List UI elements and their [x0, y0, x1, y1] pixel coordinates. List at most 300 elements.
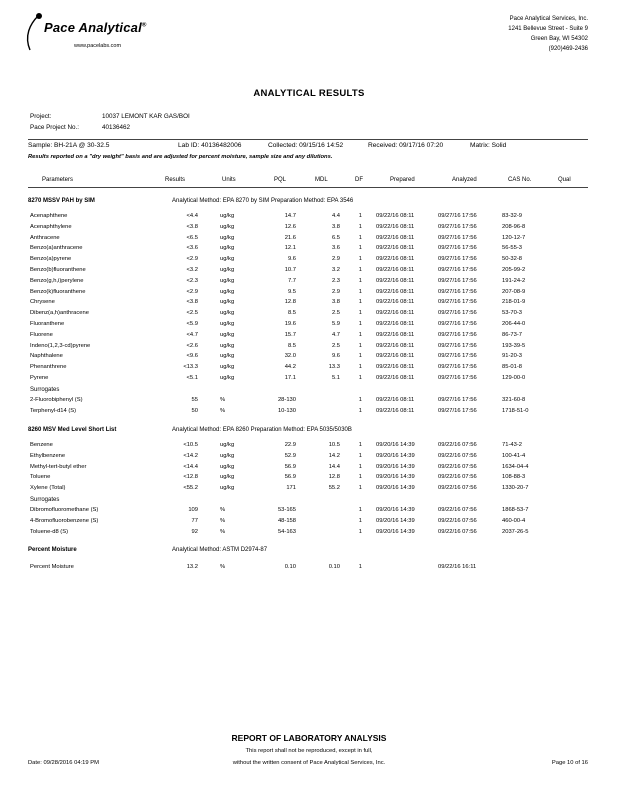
col-prepared: Prepared: [390, 177, 415, 183]
cell-parameter: Benzo(k)fluoranthene: [30, 288, 86, 295]
col-parameters: Parameters: [42, 177, 74, 183]
cell-prepared: 09/20/16 14:39: [376, 452, 415, 459]
cell-analyzed: 09/22/16 07:56: [438, 452, 477, 459]
cell-result: <13.3: [183, 364, 198, 371]
cell-prepared: 09/22/16 08:11: [376, 256, 415, 263]
cell-result: <2.5: [186, 310, 198, 317]
cell-pql: 22.9: [284, 442, 296, 448]
cell-pql: 32.0: [284, 353, 296, 360]
cell-parameter: Benzo(b)fluoranthene: [30, 267, 86, 273]
cell-units: ug/kg: [220, 310, 235, 317]
table-row: [0, 224, 618, 232]
cell-cas-no: 206-44-0: [502, 321, 526, 327]
cell-df: 1: [358, 234, 362, 241]
cell-pql: 7.7: [287, 277, 296, 284]
cell-units: %: [220, 397, 226, 403]
cell-parameter: Phenanthrene: [30, 364, 67, 371]
cell-result: <12.8: [183, 474, 198, 481]
cell-pql: 12.6: [284, 223, 296, 230]
table-row: [0, 453, 618, 461]
cell-df: 1: [358, 213, 362, 219]
cell-df: 1: [358, 321, 362, 327]
cell-df: 1: [358, 485, 362, 492]
surrogate-row: [0, 408, 618, 416]
cell-pql: 48-158: [277, 517, 296, 524]
cell-prepared: 09/20/16 14:39: [376, 463, 415, 470]
sample-line: [28, 142, 506, 149]
cell-parameter: Anthracene: [30, 234, 60, 241]
cell-units: ug/kg: [220, 353, 235, 360]
collected: Collected: 09/15/16 14:52: [268, 142, 344, 149]
cell-pql: 17.1: [284, 375, 296, 381]
cell-analyzed: 09/27/16 17:56: [438, 267, 477, 273]
cell-units: %: [220, 528, 226, 535]
cell-analyzed: 09/27/16 17:56: [438, 364, 477, 371]
table-row: [0, 289, 618, 297]
cell-prepared: 09/22/16 08:11: [376, 364, 415, 371]
received: Received: 09/17/16 07:20: [368, 142, 444, 149]
cell-result: 109: [188, 507, 198, 513]
cell-pql: 12.8: [284, 299, 296, 306]
cell-df: 1: [358, 517, 362, 524]
cell-parameter: Acenaphthylene: [30, 223, 72, 230]
cell-analyzed: 09/27/16 17:56: [438, 321, 477, 327]
cell-df: 1: [358, 474, 362, 481]
cell-pql: 53-165: [277, 507, 296, 513]
cell-pql: 9.6: [287, 256, 296, 263]
cell-mdl: 5.9: [331, 321, 340, 327]
cell-df: 1: [358, 310, 362, 317]
cell-mdl: 5.1: [331, 375, 340, 381]
cell-units: ug/kg: [220, 267, 235, 273]
pace-logo: [18, 10, 168, 60]
cell-pql: 14.7: [284, 213, 296, 219]
table-row: [0, 375, 618, 383]
section-moisture-method: Analytical Method: ASTM D2974-87: [172, 547, 268, 553]
cell-mdl: 9.6: [331, 353, 340, 360]
cell-pql: 10.7: [284, 267, 296, 273]
col-units: Units: [222, 177, 236, 183]
cell-parameter: Benzo(g,h,i)perylene: [30, 277, 84, 284]
surrogate-row: [0, 518, 618, 526]
cell-parameter: Toluene: [30, 474, 51, 481]
cell-parameter: Benzene: [30, 442, 53, 448]
cell-units: ug/kg: [220, 342, 235, 349]
cell-cas-no: 1634-04-4: [502, 463, 529, 470]
cell-cas-no: 191-24-2: [502, 277, 526, 284]
cell-parameter: Benzo(a)anthracene: [30, 245, 83, 252]
cell-cas-no: 83-32-9: [502, 213, 522, 219]
cell-pql: 52.9: [284, 452, 296, 459]
company-phone: (920)469-2436: [548, 46, 588, 52]
cell-mdl: 4.7: [331, 331, 340, 338]
cell-mdl: 14.2: [328, 452, 340, 459]
cell-analyzed: 09/22/16 07:56: [438, 485, 477, 492]
cell-parameter: Fluoranthene: [30, 321, 65, 327]
cell-analyzed: 09/27/16 17:56: [438, 397, 477, 403]
col-df: DF: [355, 177, 363, 183]
cell-analyzed: 09/27/16 17:56: [438, 234, 477, 241]
cell-df: 1: [358, 256, 362, 263]
table-row: [0, 213, 618, 221]
cell-pql: 56.9: [284, 474, 296, 481]
cell-pql: 21.6: [284, 234, 296, 241]
cell-mdl: 4.4: [331, 213, 340, 219]
cell-cas-no: 1718-51-0: [502, 407, 529, 414]
cell-units: ug/kg: [220, 256, 235, 263]
surrogate-row: [0, 397, 618, 405]
cell-df: 1: [358, 528, 362, 535]
cell-cas-no: 321-60-8: [502, 397, 526, 403]
cell-result: <4.7: [186, 331, 198, 338]
cell-cas-no: 205-99-2: [502, 267, 526, 273]
pace-project-label: Pace Project No.:: [30, 124, 79, 131]
cell-df: 1: [358, 277, 362, 284]
surrogate-row: [0, 507, 618, 515]
table-row: [0, 235, 618, 243]
cell-analyzed: 09/27/16 17:56: [438, 288, 477, 295]
cell-df: 1: [358, 331, 362, 338]
cell-units: %: [220, 517, 226, 524]
cell-df: 1: [358, 223, 362, 230]
cell-pql: 0.10: [284, 564, 296, 570]
table-row: [0, 245, 618, 253]
cell-prepared: 09/22/16 08:11: [376, 213, 415, 219]
cell-parameter: Acenaphthene: [30, 213, 68, 219]
cell-result: <9.6: [186, 353, 198, 360]
cell-parameter: Percent Moisture: [30, 564, 74, 570]
cell-cas-no: 129-00-0: [502, 375, 526, 381]
cell-parameter: Dibromofluoromethane (S): [30, 507, 99, 513]
cell-analyzed: 09/22/16 07:56: [438, 474, 477, 481]
cell-parameter: 2-Fluorobiphenyl (S): [30, 397, 83, 403]
cell-cas-no: 91-20-3: [502, 353, 522, 360]
cell-parameter: Toluene-d8 (S): [30, 528, 69, 535]
cell-prepared: 09/22/16 08:11: [376, 342, 415, 349]
divider: [28, 139, 588, 140]
project-value: 10037 LEMONT KAR GAS/BOI: [102, 113, 190, 120]
cell-prepared: 09/20/16 14:39: [376, 517, 415, 524]
cell-pql: 8.5: [287, 342, 296, 349]
cell-prepared: 09/20/16 14:39: [376, 474, 415, 481]
table-row: [0, 278, 618, 286]
cell-parameter: Xylene (Total): [30, 485, 66, 492]
cell-result: <55.2: [183, 485, 198, 492]
cell-units: ug/kg: [220, 331, 235, 338]
cell-units: ug/kg: [220, 485, 235, 492]
cell-pql: 9.5: [287, 288, 296, 295]
cell-mdl: 3.6: [331, 245, 340, 252]
cell-prepared: 09/22/16 08:11: [376, 245, 415, 252]
table-row: [0, 299, 618, 307]
cell-mdl: 10.5: [328, 442, 340, 448]
table-row: [0, 353, 618, 361]
col-cas: CAS No.: [508, 177, 532, 183]
cell-result: <10.5: [183, 442, 198, 448]
cell-result: <3.8: [186, 223, 198, 230]
cell-prepared: 09/22/16 08:11: [376, 267, 415, 273]
footer-line1: This report shall not be reproduced, except in full,: [245, 748, 373, 754]
cell-parameter: Pyrene: [30, 375, 49, 381]
cell-analyzed: 09/27/16 17:56: [438, 331, 477, 338]
cell-analyzed: 09/27/16 17:56: [438, 223, 477, 230]
cell-result: <4.4: [186, 213, 198, 219]
cell-prepared: 09/20/16 14:39: [376, 485, 415, 492]
cell-units: ug/kg: [220, 245, 235, 252]
cell-prepared: 09/22/16 08:11: [376, 321, 415, 327]
cell-df: 1: [358, 364, 362, 371]
cell-result: <5.1: [186, 375, 198, 381]
cell-pql: 12.1: [284, 245, 296, 252]
cell-prepared: 09/22/16 08:11: [376, 397, 415, 403]
cell-analyzed: 09/27/16 17:56: [438, 277, 477, 284]
cell-units: ug/kg: [220, 442, 235, 448]
cell-mdl: 12.8: [328, 474, 340, 481]
lab-id: Lab ID: 40136482006: [178, 142, 242, 149]
cell-parameter: Methyl-tert-butyl ether: [30, 463, 87, 470]
cell-prepared: 09/22/16 08:11: [376, 407, 415, 414]
cell-result: 50: [191, 407, 198, 414]
cell-units: ug/kg: [220, 364, 235, 371]
cell-result: <2.3: [186, 277, 198, 284]
cell-parameter: 4-Bromofluorobenzene (S): [30, 517, 99, 524]
cell-analyzed: 09/22/16 07:56: [438, 528, 477, 535]
cell-df: 1: [358, 397, 362, 403]
cell-cas-no: 460-00-4: [502, 517, 526, 524]
section-moisture-name: Percent Moisture: [28, 547, 77, 553]
logo-url: www.pacelabs.com: [74, 43, 122, 49]
cell-df: 1: [358, 245, 362, 252]
cell-result: 13.2: [186, 564, 198, 570]
cell-cas-no: 53-70-3: [502, 310, 522, 317]
cell-mdl: 14.4: [328, 463, 340, 470]
cell-pql: 19.6: [284, 321, 296, 327]
col-qual: Qual: [558, 177, 571, 183]
cell-cas-no: 193-39-5: [502, 342, 526, 349]
cell-units: %: [220, 564, 226, 570]
cell-mdl: 6.5: [331, 234, 340, 241]
cell-result: <3.6: [186, 245, 198, 252]
section-voc-name: 8260 MSV Med Level Short List: [28, 427, 117, 433]
cell-cas-no: 208-96-8: [502, 223, 526, 230]
cell-pql: 28-130: [277, 397, 296, 403]
cell-df: 1: [358, 353, 362, 360]
col-analyzed: Analyzed: [452, 177, 477, 183]
cell-result: 77: [191, 517, 198, 524]
cell-mdl: 2.9: [331, 288, 340, 295]
cell-result: <14.4: [183, 463, 198, 470]
cell-df: 1: [358, 342, 362, 349]
cell-cas-no: 1330-20-7: [502, 485, 529, 492]
cell-units: %: [220, 407, 226, 414]
footer-date: Date: 09/28/2016 04:19 PM: [28, 760, 99, 766]
cell-analyzed: 09/22/16 07:56: [438, 517, 477, 524]
cell-units: ug/kg: [220, 213, 235, 219]
cell-df: 1: [358, 375, 362, 381]
table-row: [0, 310, 618, 318]
table-row: [0, 464, 618, 472]
cell-result: <3.2: [186, 267, 198, 273]
cell-df: 1: [358, 407, 362, 414]
cell-result: 92: [191, 528, 198, 535]
company-name: Pace Analytical Services, Inc.: [509, 16, 588, 22]
table-row: [0, 321, 618, 329]
cell-analyzed: 09/27/16 17:56: [438, 213, 477, 219]
cell-analyzed: 09/22/16 07:56: [438, 463, 477, 470]
cell-units: ug/kg: [220, 474, 235, 481]
cell-units: ug/kg: [220, 452, 235, 459]
cell-prepared: 09/22/16 08:11: [376, 234, 415, 241]
table-row: [0, 364, 618, 372]
cell-cas-no: 71-43-2: [502, 442, 522, 448]
cell-analyzed: 09/22/16 07:56: [438, 507, 477, 513]
cell-cas-no: 218-01-9: [502, 299, 526, 306]
cell-df: 1: [358, 288, 362, 295]
cell-df: 1: [358, 452, 362, 459]
cell-result: <6.5: [186, 234, 198, 241]
cell-units: ug/kg: [220, 234, 235, 241]
results-note: Results reported on a "dry weight" basis and are adjusted for percent moisture, sample size and any dilutions.: [28, 154, 333, 160]
cell-analyzed: 09/27/16 17:56: [438, 342, 477, 349]
cell-prepared: 09/22/16 08:11: [376, 277, 415, 284]
cell-result: <2.9: [186, 256, 198, 263]
cell-units: ug/kg: [220, 299, 235, 306]
cell-mdl: 2.5: [331, 310, 340, 317]
cell-result: <2.9: [186, 288, 198, 295]
table-row: [0, 256, 618, 264]
cell-df: 1: [358, 267, 362, 273]
footer-page: Page 10 of 16: [551, 760, 588, 766]
cell-cas-no: 100-41-4: [502, 452, 526, 459]
cell-prepared: 09/22/16 08:11: [376, 353, 415, 360]
cell-prepared: 09/22/16 08:11: [376, 288, 415, 295]
logo-name: Pace Analytical®: [44, 20, 147, 35]
cell-prepared: 09/22/16 08:11: [376, 375, 415, 381]
cell-result: <14.2: [183, 452, 198, 459]
pah-surrogates-label: Surrogates: [30, 387, 60, 393]
cell-analyzed: 09/27/16 17:56: [438, 245, 477, 252]
cell-units: ug/kg: [220, 277, 235, 284]
cell-pql: 56.9: [284, 463, 296, 470]
cell-pql: 171: [286, 485, 296, 492]
cell-parameter: Ethylbenzene: [30, 452, 66, 459]
table-row: [0, 332, 618, 340]
cell-analyzed: 09/22/16 07:56: [438, 442, 477, 448]
table-row: [0, 485, 618, 493]
cell-parameter: Dibenz(a,h)anthracene: [30, 310, 89, 317]
cell-df: 1: [358, 463, 362, 470]
cell-parameter: Naphthalene: [30, 353, 63, 360]
cell-analyzed: 09/27/16 17:56: [438, 299, 477, 306]
voc-surrogates-label: Surrogates: [30, 497, 60, 503]
cell-df: 1: [358, 507, 362, 513]
cell-units: %: [220, 507, 226, 513]
cell-prepared: 09/20/16 14:39: [376, 442, 415, 448]
pace-project-value: 40136462: [102, 124, 131, 131]
cell-analyzed: 09/27/16 17:56: [438, 310, 477, 317]
section-pah-name: 8270 MSSV PAH by SIM: [28, 198, 95, 204]
table-row: [0, 564, 618, 572]
table-row: [0, 474, 618, 482]
cell-df: 1: [358, 299, 362, 306]
cell-mdl: 3.2: [331, 267, 340, 273]
cell-mdl: 2.5: [331, 342, 340, 349]
cell-mdl: 0.10: [328, 564, 340, 570]
cell-cas-no: 2037-26-5: [502, 528, 529, 535]
company-city: Green Bay, WI 54302: [530, 36, 588, 42]
company-address: [508, 14, 588, 54]
cell-cas-no: 1868-53-7: [502, 507, 529, 513]
cell-mdl: 13.3: [328, 364, 340, 371]
cell-cas-no: 207-08-9: [502, 288, 526, 295]
cell-cas-no: 56-55-3: [502, 245, 522, 252]
cell-analyzed: 09/27/16 17:56: [438, 353, 477, 360]
cell-mdl: 3.8: [331, 223, 340, 230]
cell-result: <3.8: [186, 299, 198, 306]
cell-mdl: 2.9: [331, 256, 340, 263]
cell-pql: 54-163: [277, 528, 296, 535]
cell-analyzed: 09/22/16 16:11: [438, 564, 477, 570]
section-pah-method: Analytical Method: EPA 8270 by SIM Preparation Method: EPA 3546: [172, 198, 354, 204]
cell-units: ug/kg: [220, 375, 235, 381]
cell-pql: 10-130: [277, 407, 296, 414]
cell-cas-no: 50-32-8: [502, 256, 522, 263]
cell-units: ug/kg: [220, 288, 235, 295]
cell-pql: 15.7: [284, 331, 296, 338]
footer-title: REPORT OF LABORATORY ANALYSIS: [231, 733, 387, 743]
cell-df: 1: [358, 564, 362, 570]
cell-prepared: 09/22/16 08:11: [376, 310, 415, 317]
cell-cas-no: 120-12-7: [502, 234, 526, 241]
cell-units: ug/kg: [220, 463, 235, 470]
footer-line2: without the written consent of Pace Analytical Services, Inc.: [232, 760, 386, 766]
cell-pql: 44.2: [284, 364, 296, 371]
header-divider: [28, 187, 588, 188]
cell-cas-no: 86-73-7: [502, 331, 522, 338]
col-results: Results: [165, 177, 186, 183]
cell-analyzed: 09/27/16 17:56: [438, 407, 477, 414]
cell-pql: 8.5: [287, 310, 296, 317]
cell-mdl: 3.8: [331, 299, 340, 306]
cell-parameter: Benzo(a)pyrene: [30, 256, 72, 263]
cell-cas-no: 85-01-8: [502, 364, 522, 371]
cell-prepared: 09/20/16 14:39: [376, 507, 415, 513]
surrogate-row: [0, 529, 618, 537]
table-row: [0, 442, 618, 450]
table-row: [0, 343, 618, 351]
cell-mdl: 55.2: [328, 485, 340, 492]
cell-cas-no: 108-88-3: [502, 474, 526, 481]
cell-parameter: Chrysene: [30, 299, 55, 306]
cell-analyzed: 09/27/16 17:56: [438, 256, 477, 263]
cell-result: <2.6: [186, 342, 198, 349]
table-row: [0, 267, 618, 275]
cell-units: ug/kg: [220, 321, 235, 327]
cell-analyzed: 09/27/16 17:56: [438, 375, 477, 381]
cell-mdl: 2.3: [331, 277, 340, 284]
sample-id: Sample: BH-21A @ 30-32.5: [28, 142, 110, 149]
cell-prepared: 09/22/16 08:11: [376, 299, 415, 306]
page-title: ANALYTICAL RESULTS: [253, 88, 365, 99]
cell-result: 55: [191, 397, 198, 403]
cell-parameter: Indeno(1,2,3-cd)pyrene: [30, 342, 91, 349]
col-mdl: MDL: [315, 177, 328, 183]
matrix: Matrix: Solid: [470, 142, 507, 149]
section-voc-method: Analytical Method: EPA 8260 Preparation Method: EPA 5035/5030B: [172, 427, 352, 433]
project-label: Project:: [30, 113, 52, 120]
col-pql: PQL: [274, 177, 287, 183]
company-street: 1241 Bellevue Street - Suite 9: [508, 26, 588, 32]
